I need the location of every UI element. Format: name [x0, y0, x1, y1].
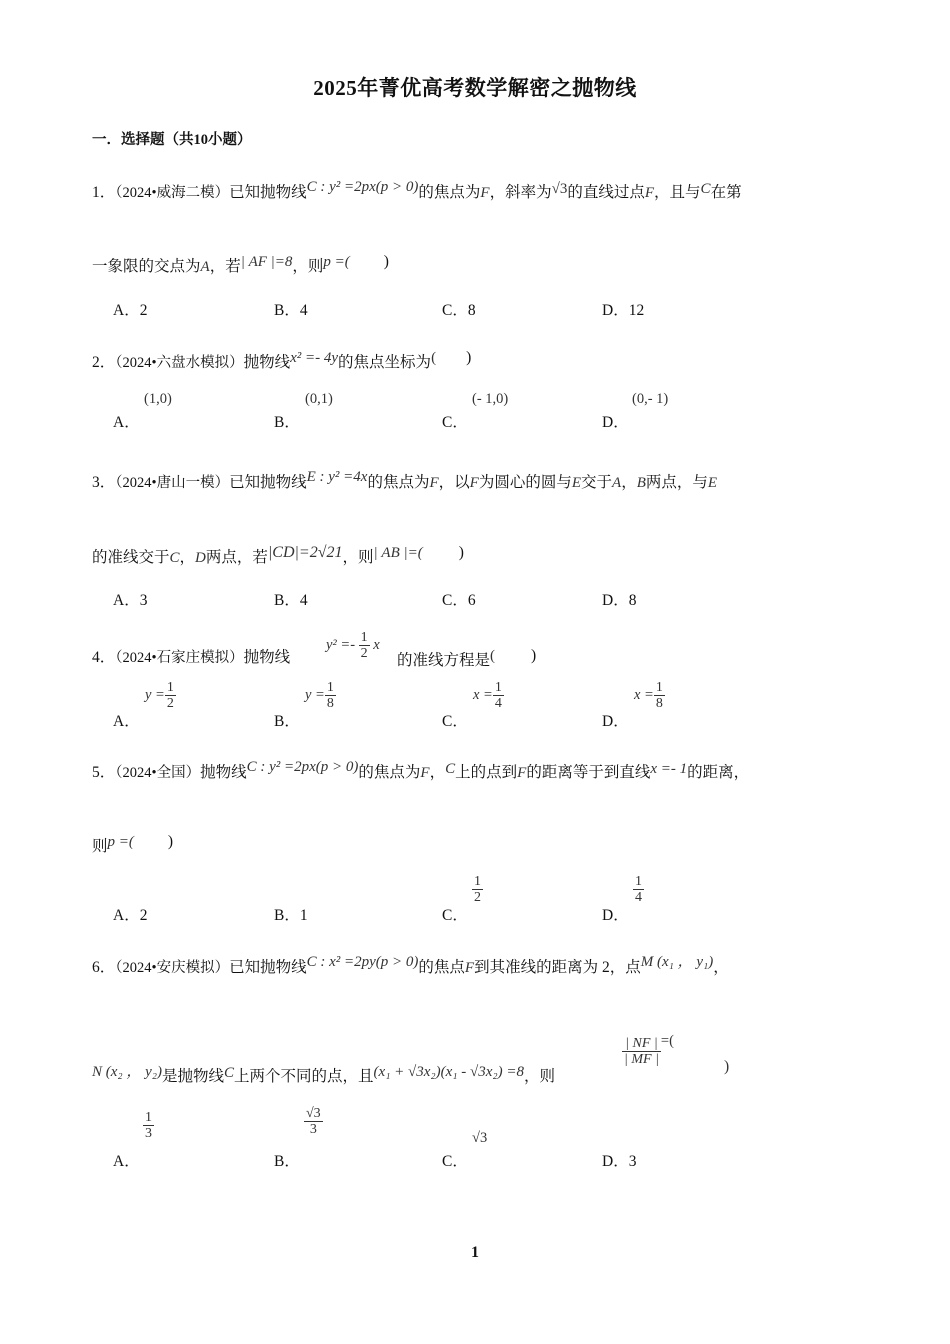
option-c[interactable]: C．	[442, 414, 468, 431]
fraction: $\frac{1}{8}$	[326, 680, 334, 712]
question-6-line-1: 6．（2024•安庆模拟）已知抛物线C : x² =2py(p > 0)的焦点F到其准线的距离为 2，点M (x₁ ， y₁)，	[92, 954, 729, 976]
option-b[interactable]: B．1	[274, 907, 308, 924]
question-number: 1．	[92, 184, 116, 201]
math-expr: |CD|=2√21	[267, 544, 343, 561]
option-c[interactable]: C．6	[442, 592, 476, 609]
option-a[interactable]: A．2	[113, 302, 148, 319]
fraction: $\frac{1}{2}$	[474, 874, 481, 906]
question-5-line-2: 则p =( )	[92, 833, 174, 855]
question-number: 6．	[92, 959, 116, 976]
option-b[interactable]: B．	[274, 1153, 300, 1170]
option-b-value: y = $\frac{1}{8}$	[305, 680, 334, 712]
question-number: 2．	[92, 354, 116, 371]
option-a[interactable]: A．	[113, 1153, 140, 1170]
question-number: 5．	[92, 764, 116, 781]
math-expr: (x₁ + √3x₂)(x₁ - √3x₂) =8	[373, 1064, 524, 1080]
option-d[interactable]: D．12	[602, 302, 645, 319]
option-c-value: √3	[472, 1130, 488, 1146]
question-source: （2024•安庆模拟）	[115, 960, 230, 976]
math-expr: C : x² =2py(p > 0)	[306, 954, 419, 970]
fraction: $\frac{1}{2}$	[360, 630, 368, 662]
question-6-line-2: N (x₂ ， y₂)是抛物线C上两个不同的点，且(x₁ + √3x₂)(x₁ - √3x₂) =8，则	[92, 1064, 555, 1085]
option-a-value	[143, 1110, 154, 1142]
question-1-line-2: 一象限的交点为A，若| AF |=8，则p =( )	[92, 253, 389, 275]
option-d[interactable]: D．	[602, 414, 629, 431]
option-d[interactable]: D．8	[602, 592, 637, 609]
question-2-line-1: 2．（2024•六盘水模拟）抛物线x² =- 4y的焦点坐标为( )	[92, 349, 472, 371]
option-b[interactable]: B．	[274, 414, 300, 431]
option-c-value: x = $\frac{1}{4}$	[473, 680, 502, 712]
option-d[interactable]: D．	[602, 713, 629, 730]
option-b[interactable]: B．4	[274, 302, 308, 319]
option-b-value	[304, 1106, 323, 1138]
fraction: $\frac{1}{3}$	[145, 1110, 152, 1142]
fraction: $\frac{1}{4}$	[635, 874, 642, 906]
section-heading: 一．选择题（共10小题）	[92, 132, 252, 148]
ratio-expr: $\frac{| NF |}{| MF |}$ =(	[624, 1033, 674, 1068]
option-a[interactable]: A．	[113, 414, 140, 431]
math-expr: y² =- $\frac{1}{2}$ x	[326, 630, 380, 662]
option-d-value: x = $\frac{1}{8}$	[634, 680, 663, 712]
math-expr: N (x₂ ， y₂)	[92, 1064, 162, 1080]
option-c-value: (- 1,0)	[472, 391, 509, 407]
question-source: （2024•六盘水模拟）	[115, 355, 244, 371]
math-expr: C : y² =2px(p > 0)	[306, 179, 419, 195]
option-d-value: (0,- 1)	[632, 391, 669, 407]
math-expr: | AF |=8	[240, 254, 293, 270]
answer-paren-close: )	[724, 1058, 730, 1075]
math-expr: E : y² =4x	[306, 469, 368, 485]
question-3-line-1: 3．（2024•唐山一模）已知抛物线E : y² =4x的焦点为F，以F为圆心的圆与E交于A，B两点，与E	[92, 469, 718, 491]
question-4-line-1b: 的准线方程是( )	[397, 647, 537, 669]
page-title: 2025年菁优高考数学解密之抛物线	[313, 76, 637, 100]
option-b[interactable]: B．4	[274, 592, 308, 609]
option-b-value: (0,1)	[305, 391, 333, 407]
fraction: $\frac{1}{2}$	[166, 680, 174, 712]
math-expr: x² =- 4y	[290, 350, 339, 366]
option-c[interactable]: C．	[442, 1153, 468, 1170]
page-number: 1	[471, 1244, 479, 1261]
question-number: 3．	[92, 474, 116, 491]
option-a[interactable]: A．	[113, 713, 140, 730]
fraction: $\frac{1}{8}$	[655, 680, 663, 712]
option-a[interactable]: A．3	[113, 592, 148, 609]
fraction: $\frac{1}{4}$	[494, 680, 502, 712]
question-number: 4．	[92, 649, 116, 666]
math-expr: √3	[551, 181, 568, 197]
option-d[interactable]: D．	[602, 907, 629, 924]
math-expr: C : y² =2px(p > 0)	[246, 759, 359, 775]
question-3-line-2: 的准线交于C，D两点，若|CD|=2√21，则| AB |=( )	[92, 544, 464, 566]
option-d[interactable]: D．3	[602, 1153, 637, 1170]
question-5-line-1: 5．（2024•全国）抛物线C : y² =2px(p > 0)的焦点为F，C上的点到F的距离等于到直线x =- 1的距离，	[92, 759, 750, 781]
option-a[interactable]: A．2	[113, 907, 148, 924]
option-b[interactable]: B．	[274, 713, 300, 730]
option-d-value	[633, 874, 644, 906]
option-c[interactable]: C．	[442, 907, 468, 924]
fraction: $\frac{| NF |}{| MF |}$	[624, 1036, 659, 1068]
option-c-value	[472, 874, 483, 906]
question-source: （2024•唐山一模）	[115, 475, 230, 491]
option-a-value: y = $\frac{1}{2}$	[145, 680, 174, 712]
question-1-line-1: 1．（2024•威海二模）已知抛物线C : y² =2px(p > 0)的焦点为F，斜率为√3的直线过点F，且与C在第	[92, 179, 742, 201]
question-4-line-1: 4．（2024•石家庄模拟）抛物线	[92, 649, 291, 666]
question-source: （2024•威海二模）	[115, 185, 230, 201]
option-c[interactable]: C．	[442, 713, 468, 730]
math-expr: M (x₁ ， y₁)	[640, 954, 714, 970]
fraction: $\frac{√3}{3}$	[306, 1106, 321, 1138]
question-source: （2024•全国）	[115, 765, 201, 781]
option-c[interactable]: C．8	[442, 302, 476, 319]
option-a-value: (1,0)	[144, 391, 172, 407]
question-source: （2024•石家庄模拟）	[115, 650, 244, 666]
